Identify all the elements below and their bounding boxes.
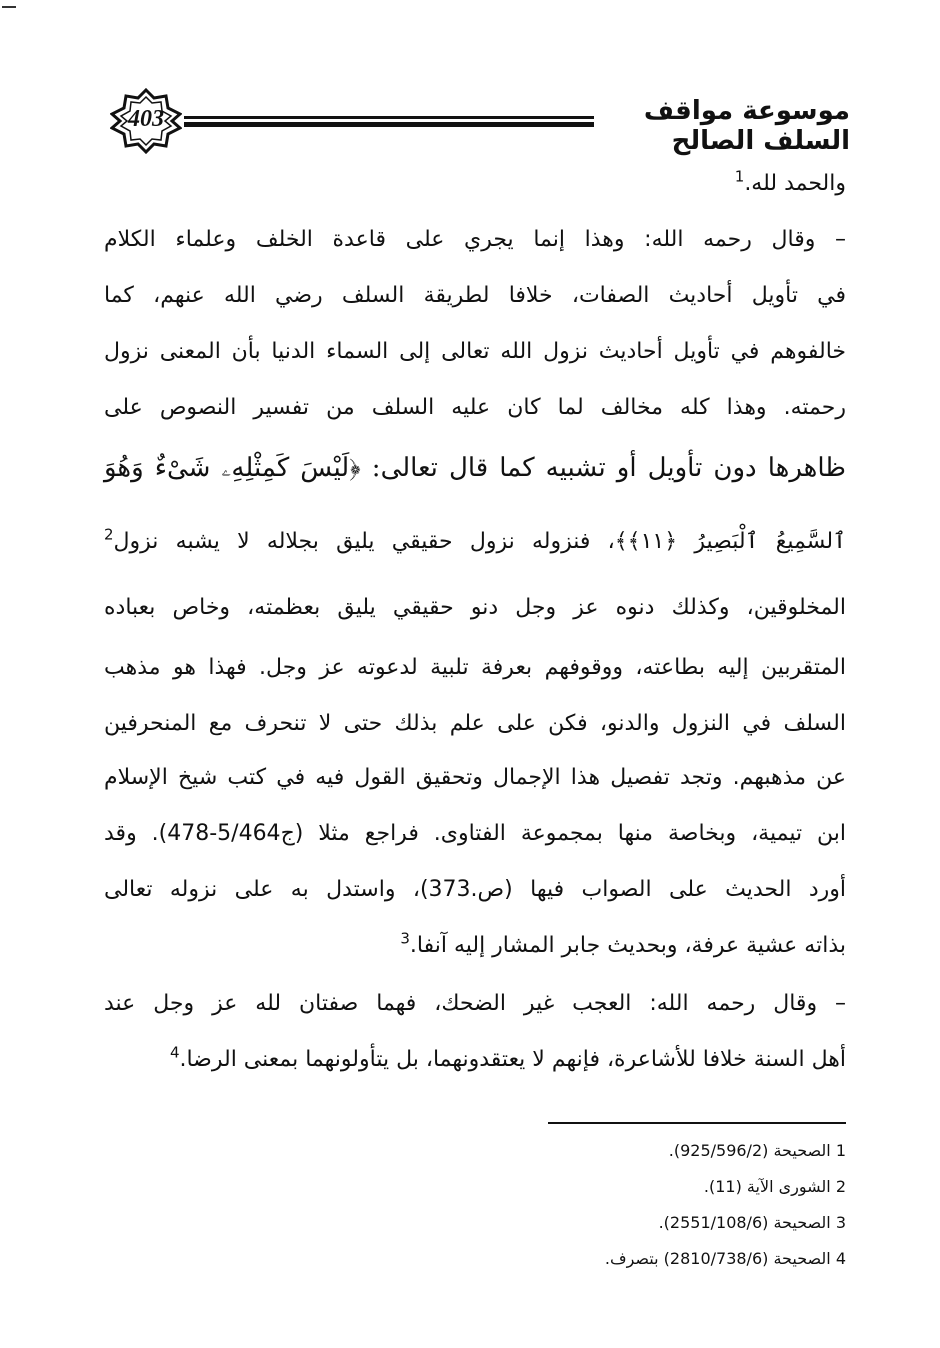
footnote-item [104, 1208, 846, 1238]
text-line: أورد الحديث على الصواب فيها (ص.373)، واستدل به على نزوله تعالى [104, 877, 846, 902]
footnote-text: الشورى الآية (11). [703, 1177, 831, 1196]
footnote-text: الصحيحة (2551/108/6). [658, 1213, 831, 1232]
footnote-text: الصحيحة (925/596/2). [668, 1141, 831, 1160]
page-number-badge [110, 88, 182, 154]
page-header [100, 88, 850, 158]
text-line: ظاهرها دون تأويل أو تشبيه كما قال تعالى: ﴿لَيْسَ كَمِثْلِهِۦ شَىْءٌ وَهُوَ [104, 453, 846, 483]
text-line: ٱلسَّمِيعُ ٱلْبَصِيرُ ﴿١١﴾﴾، فنزوله نزول حقيقي يليق بجلاله لا يشبه نزول$^2$ [104, 525, 846, 554]
text-line: رحمته. وهذا كله مخالف لما كان عليه السلف من تفسير النصوص على [104, 395, 846, 420]
text-line: المخلوقين، وكذلك دنوه عز وجل دنو حقيقي يليق بعظمته، وخاص بعباده [104, 595, 846, 620]
footnote-separator [548, 1122, 846, 1124]
text-line: عن مذهبهم. وتجد تفصيل هذا الإجمال وتحقيق القول فيه في كتب شيخ الإسلام [104, 765, 846, 790]
page-number: 403 [128, 106, 164, 132]
header-rule [184, 116, 594, 128]
footnote-number: 2 [835, 1177, 846, 1196]
text-line: السلف في النزول والدنو، فكن على علم بذلك حتى لا تنحرف مع المنحرفين [104, 711, 846, 736]
text-line: ابن تيمية، وبخاصة منها بمجموعة الفتاوى. فراجع مثلا (ج5/464-478). وقد [104, 821, 846, 846]
footnote-text: الصحيحة (2810/738/6) بتصرف. [604, 1249, 831, 1268]
footnote-number: 1 [835, 1141, 846, 1160]
footnote-number: 3 [835, 1213, 846, 1232]
footnote-ref[interactable]: 1 [734, 167, 745, 186]
text-line: أهل السنة خلافا للأشاعرة، فإنهم لا يعتقدونهما، بل يتأولونهما بمعنى الرضا.$^4$ [169, 1043, 846, 1072]
footnote-item [104, 1172, 846, 1202]
footnote-number: 4 [835, 1249, 846, 1268]
footnote-ref[interactable]: 4 [169, 1043, 180, 1062]
footnote-item [104, 1136, 846, 1166]
corner-mark [2, 6, 16, 8]
book-title: موسوعة مواقف السلف الصالح [643, 96, 850, 156]
footnote-ref[interactable]: 3 [400, 929, 410, 948]
footnote-item [104, 1244, 846, 1274]
text-line: المتقربين إليه بطاعته، ووقوفهم بعرفة تلبية لدعوته عز وجل. فهذا هو مذهب [104, 655, 846, 680]
footnote-ref[interactable]: 2 [104, 525, 114, 544]
text-line: خالفوهم في تأويل أحاديث نزول الله تعالى إلى السماء الدنيا بأن المعنى نزول [104, 339, 846, 364]
text-line: – وقال رحمه الله: العجب غير الضحك، فهما صفتان لله عز وجل عند [104, 991, 846, 1016]
text-line: بذاته عشية عرفة، وبحديث جابر المشار إليه آنفا.$^3$ [400, 929, 846, 958]
text-line: والحمد لله.$^1$ [734, 167, 846, 196]
text-line: في تأويل أحاديث الصفات، خلافا لطريقة السلف رضي الله عنهم، كما [104, 283, 846, 308]
text-line: – وقال رحمه الله: وهذا إنما يجري على قاعدة الخلف وعلماء الكلام [104, 227, 846, 252]
